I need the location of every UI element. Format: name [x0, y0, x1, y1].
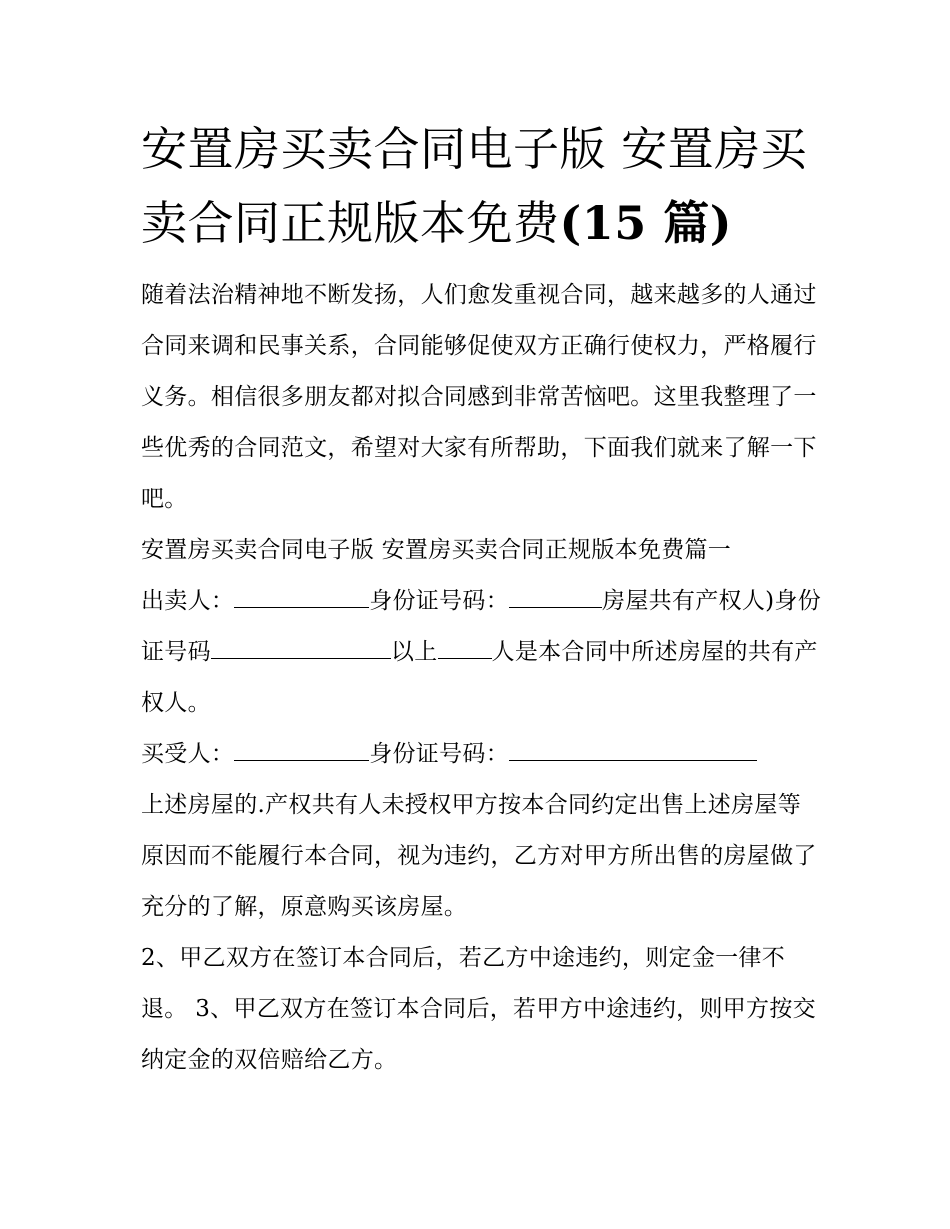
title-text: 安置房买卖合同电子版 安置房买卖合同正规版本免费 [141, 122, 808, 250]
document-page [141, 112, 821, 1086]
coowner-id-blank [211, 634, 391, 659]
section-heading: 安置房买卖合同电子版 安置房买卖合同正规版本免费篇一 [141, 537, 732, 563]
seller-paragraph [141, 576, 821, 729]
seller-label: 出卖人： [141, 588, 235, 614]
clause-1: 上述房屋的.产权共有人未授权甲方按本合同约定出售上述房屋等原因而不能履行本合同，视为违约，乙方对甲方所出售的房屋做了充分的了解，原意购买该房屋。 [141, 792, 817, 920]
title-count: (15 篇) [559, 196, 733, 250]
clause-2: 2、甲乙双方在签订本合同后，若乙方中途违约，则定金一律不退。 3、甲乙双方在签订本合同后，若甲方中途违约，则甲方按交纳定金的双倍赔给乙方。 [141, 945, 816, 1073]
seller-id-blank [509, 583, 602, 608]
buyer-label: 买受人： [141, 741, 235, 767]
seller-blank [234, 583, 369, 608]
intro-paragraph: 随着法治精神地不断发扬，人们愈发重视合同，越来越多的人通过合同来调和民事关系，合同能够促使双方正确行使权力，严格履行义务。相信很多朋友都对拟合同感到非常苦恼吧。这里我整理了一些优秀的合同范文，希望对大家有所帮助，下面我们就来了解一下吧。 [141, 282, 817, 512]
coowner-id-label: 身份证号码 [141, 588, 821, 665]
document-title [141, 112, 821, 260]
coowner-label: 房屋共有产权人) [602, 588, 775, 614]
buyer-blank [234, 736, 369, 761]
above-label: 以上 [390, 639, 438, 665]
buyer-paragraph [141, 729, 821, 780]
coowner-count-blank [438, 634, 492, 659]
buyer-id-blank [509, 736, 757, 761]
coowner-rest: 人是本合同中所述房屋的共有产权人。 [141, 639, 818, 716]
seller-id-label: 身份证号码： [369, 588, 510, 614]
buyer-id-label: 身份证号码： [369, 741, 510, 767]
